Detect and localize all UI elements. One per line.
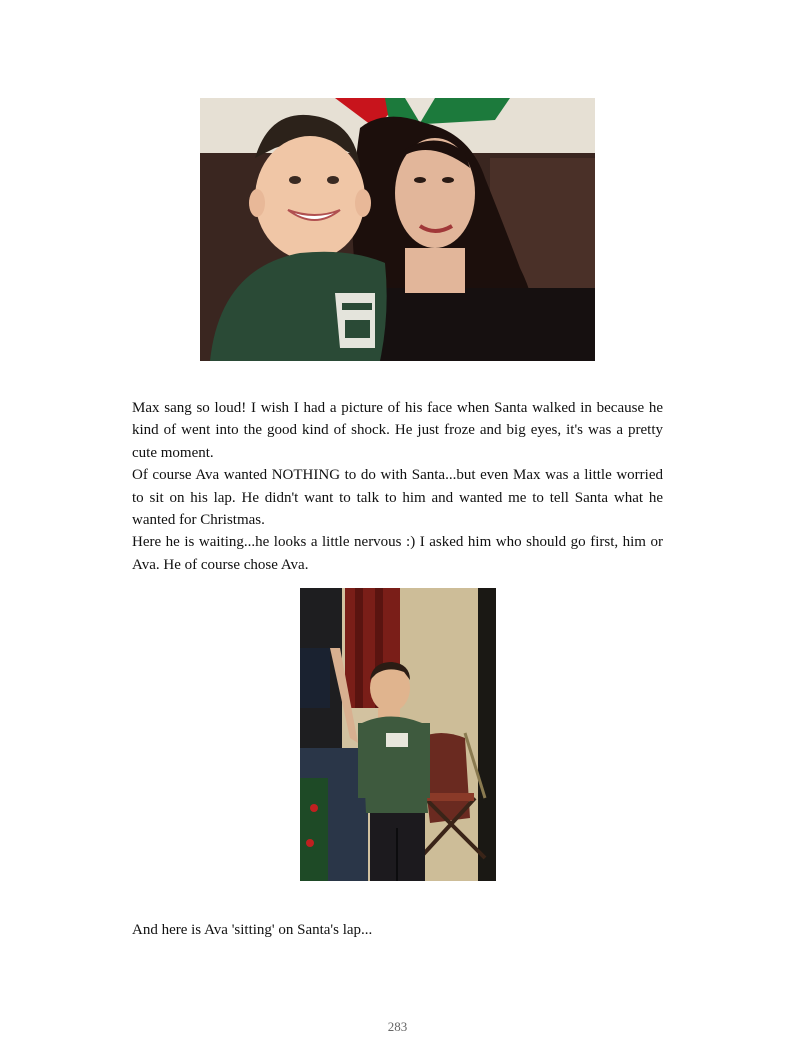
- page-number: 283: [387, 1019, 408, 1034]
- paragraph: Of course Ava wanted NOTHING to do with Santa...but even Max was a little worried to sit on his lap. He didn't want to talk to him and wanted me to tell Santa what he wanted for Christmas.: [132, 467, 663, 529]
- photo-boy-and-woman: [200, 98, 595, 361]
- photo-boy-waiting: [300, 588, 496, 881]
- paragraph: Here he is waiting...he looks a little nervous :) I asked him who should go first, him or Ava. He of course chose Ava.: [132, 534, 663, 573]
- caption-text: And here is Ava 'sitting' on Santa's lap...: [132, 922, 373, 938]
- paragraph: Max sang so loud! I wish I had a picture of his face when Santa walked in because he kind of went into the good kind of shock. He just froze and big eyes, it's was a pretty cute moment.: [132, 400, 663, 461]
- caption: [132, 919, 663, 941]
- body-text: [132, 397, 663, 576]
